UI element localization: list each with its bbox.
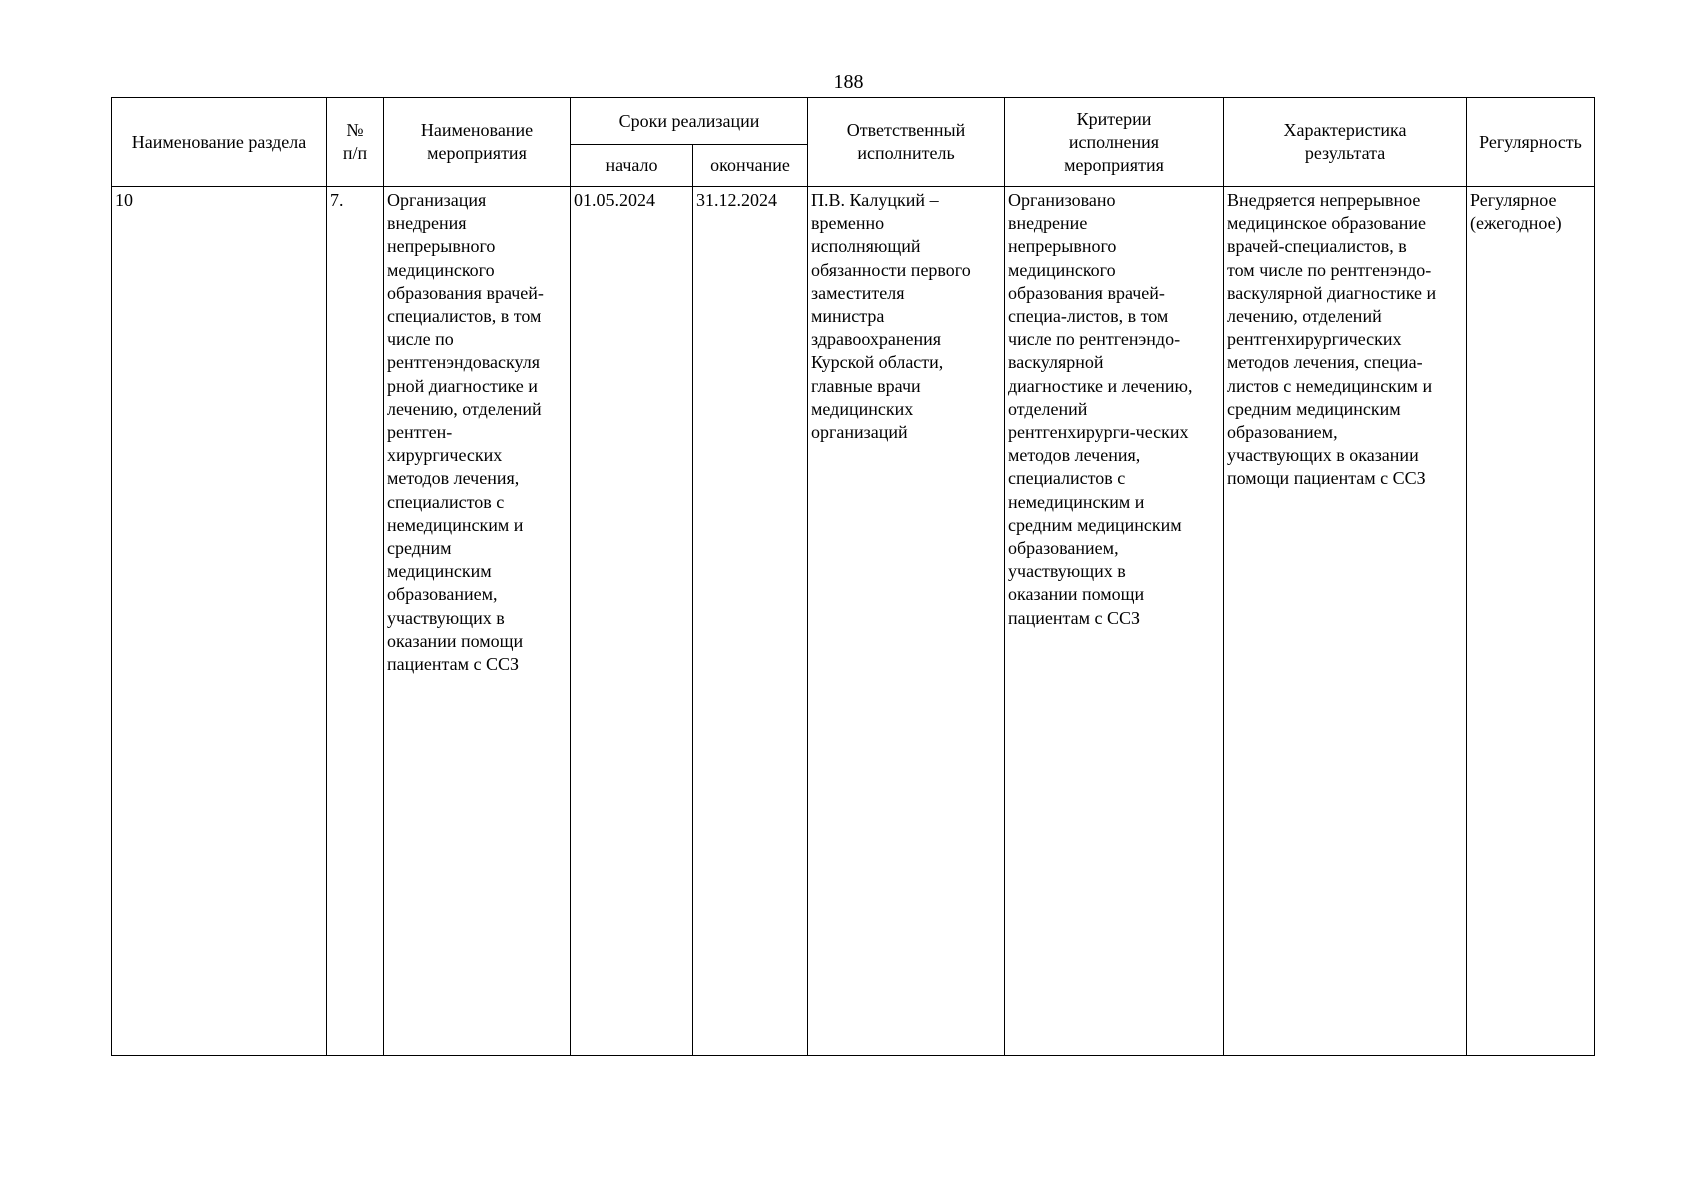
cell-result: Внедряется непрерывное медицинское образование врачей-специалистов, в том числе по рентгенэндо- васкулярной диагностике и лечению, отделений рентгенхирургических методов лечения, специа- листов с немедицинским и средним медицинским образованием, участвующих в оказании помощи пациентам с ССЗ bbox=[1224, 187, 1467, 1056]
header-number: № п/п bbox=[327, 98, 384, 187]
plan-table bbox=[111, 97, 1595, 1056]
header-end: окончание bbox=[693, 145, 808, 187]
header-responsible: Ответственный исполнитель bbox=[808, 98, 1005, 187]
cell-end-date: 31.12.2024 bbox=[693, 187, 808, 1056]
table-header bbox=[112, 98, 1595, 187]
header-regularity: Регулярность bbox=[1467, 98, 1595, 187]
header-result: Характеристика результата bbox=[1224, 98, 1467, 187]
cell-number: 7. bbox=[327, 187, 384, 1056]
cell-regularity: Регулярное (ежегодное) bbox=[1467, 187, 1595, 1056]
table-row bbox=[112, 187, 1595, 1056]
header-criteria: Критерии исполнения мероприятия bbox=[1005, 98, 1224, 187]
cell-section: 10 bbox=[112, 187, 327, 1056]
header-start: начало bbox=[571, 145, 693, 187]
cell-responsible: П.В. Калуцкий – временно исполняющий обязанности первого заместителя министра здравоохранения Курской области, главные врачи медицинских организаций bbox=[808, 187, 1005, 1056]
page-number: 188 bbox=[833, 71, 864, 93]
cell-event: Организация внедрения непрерывного медицинского образования врачей- специалистов, в том числе по рентгенэндоваскуля рной диагностике и лечению, отделений рентген- хирургических методов лечения, специалистов с немедицинским и средним медицинским образованием, участвующих в оказании помощи пациентам с ССЗ bbox=[384, 187, 571, 1056]
cell-criteria: Организовано внедрение непрерывного медицинского образования врачей- специа-листов, в том числе по рентгенэндо- васкулярной диагностике и лечению, отделений рентгенхирурги-ческих методов лечения, специалистов с немедицинским и средним медицинским образованием, участвующих в оказании помощи пациентам с ССЗ bbox=[1005, 187, 1224, 1056]
header-section-name: Наименование раздела bbox=[112, 98, 327, 187]
header-event-name: Наименование мероприятия bbox=[384, 98, 571, 187]
cell-start-date: 01.05.2024 bbox=[571, 187, 693, 1056]
header-timeline: Сроки реализации bbox=[571, 98, 808, 145]
